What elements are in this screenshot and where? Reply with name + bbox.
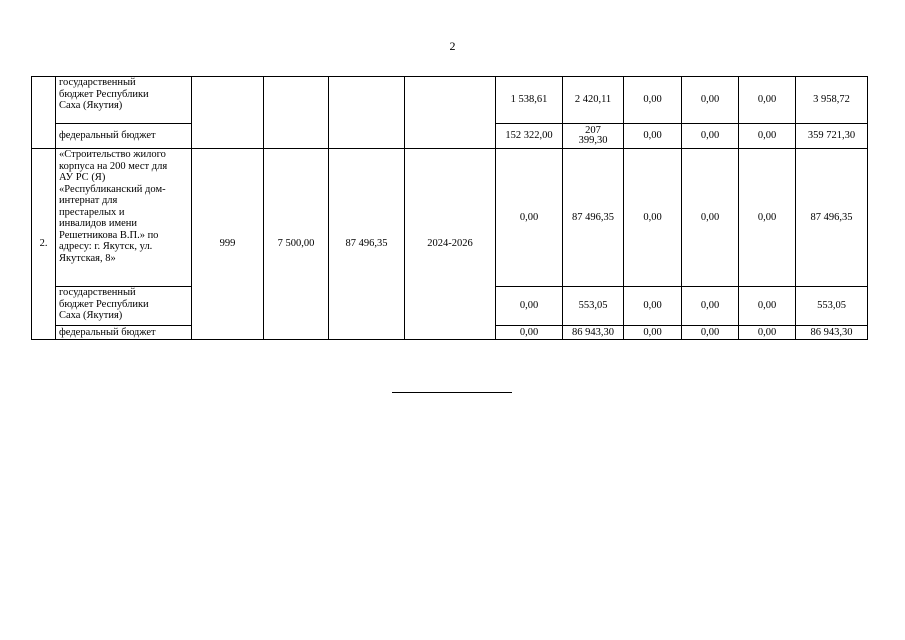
value-cell: 87 496,35: [563, 149, 624, 287]
table-row: [32, 77, 868, 124]
total-cost-cell: 87 496,35: [329, 149, 405, 340]
value-cell: 0,00: [496, 326, 563, 340]
value-cell: 2 420,11: [563, 77, 624, 124]
total-cost-cell: [329, 77, 405, 149]
budget-source-cell: государственный бюджет Республики Саха (Якутия): [56, 77, 192, 124]
value-cell: 0,00: [496, 287, 563, 326]
value-cell: 0,00: [624, 326, 682, 340]
value-cell: 87 496,35: [796, 149, 868, 287]
value-cell: 553,05: [796, 287, 868, 326]
value-cell: 0,00: [739, 326, 796, 340]
budget-source-cell: государственный бюджет Республики Саха (Якутия): [56, 287, 192, 326]
value-cell: 553,05: [563, 287, 624, 326]
table-row: [32, 149, 868, 287]
page-number: 2: [449, 39, 456, 53]
value-cell: 0,00: [739, 149, 796, 287]
value-cell: 0,00: [624, 124, 682, 149]
value-cell: 0,00: [624, 287, 682, 326]
value-cell: 0,00: [682, 124, 739, 149]
value-cell: 0,00: [739, 77, 796, 124]
period-cell: [405, 77, 496, 149]
capacity-cell: 999: [192, 149, 264, 340]
value-cell: 0,00: [682, 326, 739, 340]
row-number-cell: [32, 77, 56, 149]
object-name-cell: «Строительство жилого корпуса на 200 мест для АУ РС (Я) «Республиканский дом- интернат для престарелых и инвалидов имени Решетникова В.П.» по адресу: г. Якутск, ул. Якутская, 8»: [56, 149, 192, 287]
budget-source-cell: федеральный бюджет: [56, 326, 192, 340]
value-cell: 0,00: [496, 149, 563, 287]
value-cell: 86 943,30: [563, 326, 624, 340]
row-number-cell: 2.: [32, 149, 56, 340]
value-cell: 152 322,00: [496, 124, 563, 149]
budget-source-cell: федеральный бюджет: [56, 124, 192, 149]
value-cell: 1 538,61: [496, 77, 563, 124]
estimate-cell: 7 500,00: [264, 149, 329, 340]
value-cell: 0,00: [682, 287, 739, 326]
period-cell: 2024-2026: [405, 149, 496, 340]
value-cell: 3 958,72: [796, 77, 868, 124]
estimate-cell: [264, 77, 329, 149]
value-cell: 359 721,30: [796, 124, 868, 149]
value-cell: 0,00: [624, 77, 682, 124]
value-cell: 207 399,30: [563, 124, 624, 149]
value-cell: 0,00: [739, 287, 796, 326]
end-of-document-rule: [392, 392, 512, 393]
value-cell: 0,00: [739, 124, 796, 149]
value-cell: 0,00: [682, 149, 739, 287]
capacity-cell: [192, 77, 264, 149]
budget-table: [31, 76, 868, 340]
value-cell: 0,00: [682, 77, 739, 124]
value-cell: 0,00: [624, 149, 682, 287]
value-cell: 86 943,30: [796, 326, 868, 340]
